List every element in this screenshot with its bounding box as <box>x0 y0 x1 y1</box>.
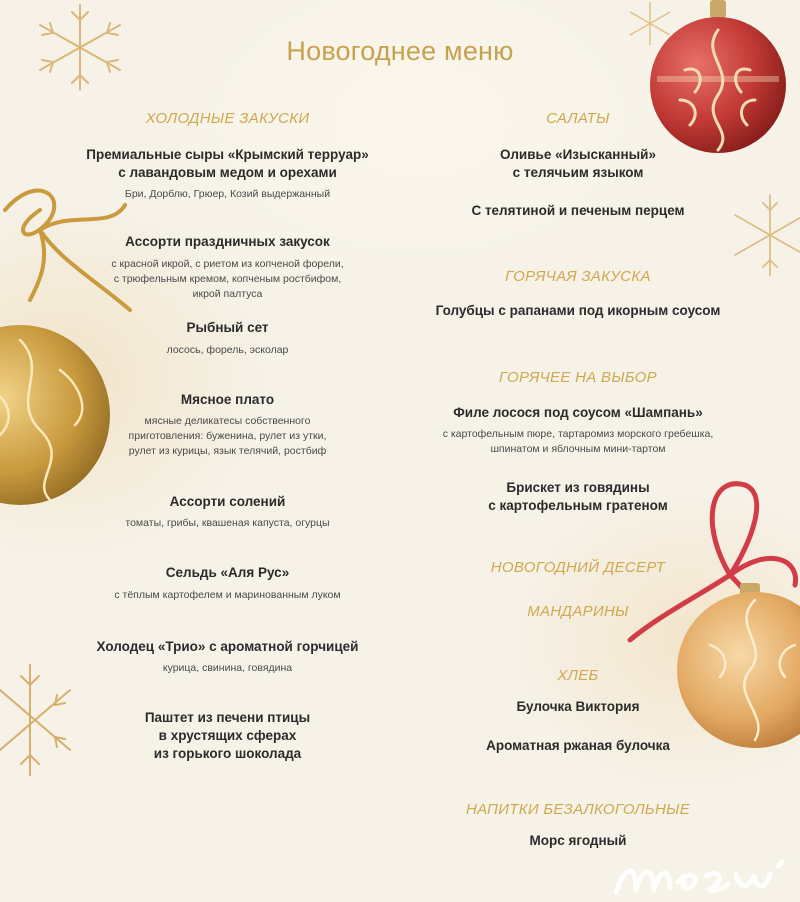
menu-title: Новогоднее меню <box>286 36 514 66</box>
dish-fish-set-name: Рыбный сет <box>186 320 269 335</box>
dish-herring-desc: с тёплым картофелем и маринованным луком <box>114 589 341 601</box>
dish-festive-assortment-desc: с красной икрой, с риетом из копченой форели, с трюфельным кремом, копченым ростбифом, икрой палтуса <box>111 258 344 300</box>
dish-cabbage-rolls-name: Голубцы с рапанами под икорным соусом <box>435 303 721 318</box>
section-cold-appetizers: ХОЛОДНЫЕ ЗАКУСКИ <box>145 110 310 127</box>
right-column <box>408 0 748 902</box>
dish-veal-salad-name: С телятиной и печеным перцем <box>471 203 685 218</box>
snowflake-bottom-left-icon <box>0 660 80 780</box>
dish-salmon-name: Филе лосося под соусом «Шампань» <box>453 405 703 420</box>
dish-aspic-desc: курица, свинина, говядина <box>162 662 293 674</box>
dish-olivier-name: Оливье «Изысканный» с телячьим языком <box>500 147 656 180</box>
dish-festive-assortment-name: Ассорти праздничных закусок <box>125 234 330 249</box>
section-bread: ХЛЕБ <box>557 667 599 684</box>
dish-brisket-name: Брискет из говядины с картофельным гратеном <box>488 480 668 513</box>
dish-cheese-desc: Бри, Дорблю, Грюер, Козий выдержанный <box>124 188 331 200</box>
mesu-logo <box>608 854 798 900</box>
dish-pickles-desc: томаты, грибы, квашеная капуста, огурцы <box>125 517 330 529</box>
dish-herring-name: Сельдь «Аля Рус» <box>165 565 290 580</box>
dish-victoria-bun-name: Булочка Виктория <box>516 699 640 714</box>
section-drinks: НАПИТКИ БЕЗАЛКОГОЛЬНЫЕ <box>465 801 691 818</box>
left-column <box>70 0 385 902</box>
dish-pickles-name: Ассорти солений <box>169 494 286 509</box>
section-hot-choice: ГОРЯЧЕЕ НА ВЫБОР <box>499 369 657 386</box>
dish-aspic-name: Холодец «Трио» с ароматной горчицей <box>96 639 359 654</box>
dish-meat-platter-desc: мясные деликатесы собственного приготовления: буженина, рулет из утки, рулет из курицы, язык телячий, ростбиф <box>128 415 327 457</box>
section-salads: САЛАТЫ <box>546 110 610 127</box>
dish-berry-morse-name: Морс ягодный <box>529 833 627 848</box>
dish-pate-name: Паштет из печени птицы в хрустящих сферах из горького шоколада <box>144 710 311 761</box>
dish-cheese-name: Премиальные сыры «Крымский терруар» с лавандовым медом и орехами <box>86 147 369 180</box>
section-hot-snack: ГОРЯЧАЯ ЗАКУСКА <box>505 268 651 285</box>
dish-fish-set-desc: лосось, форель, эсколар <box>166 344 289 356</box>
dish-rye-bun-name: Ароматная ржаная булочка <box>486 738 670 753</box>
section-dessert: НОВОГОДНИЙ ДЕСЕРТ <box>490 559 666 576</box>
dessert-tangerines: МАНДАРИНЫ <box>527 603 629 620</box>
dish-meat-platter-name: Мясное плато <box>180 392 275 407</box>
dish-salmon-desc: с картофельным пюре, тартаромиз морского гребешка, шпинатом и яблочным мини-тартом <box>442 428 714 455</box>
